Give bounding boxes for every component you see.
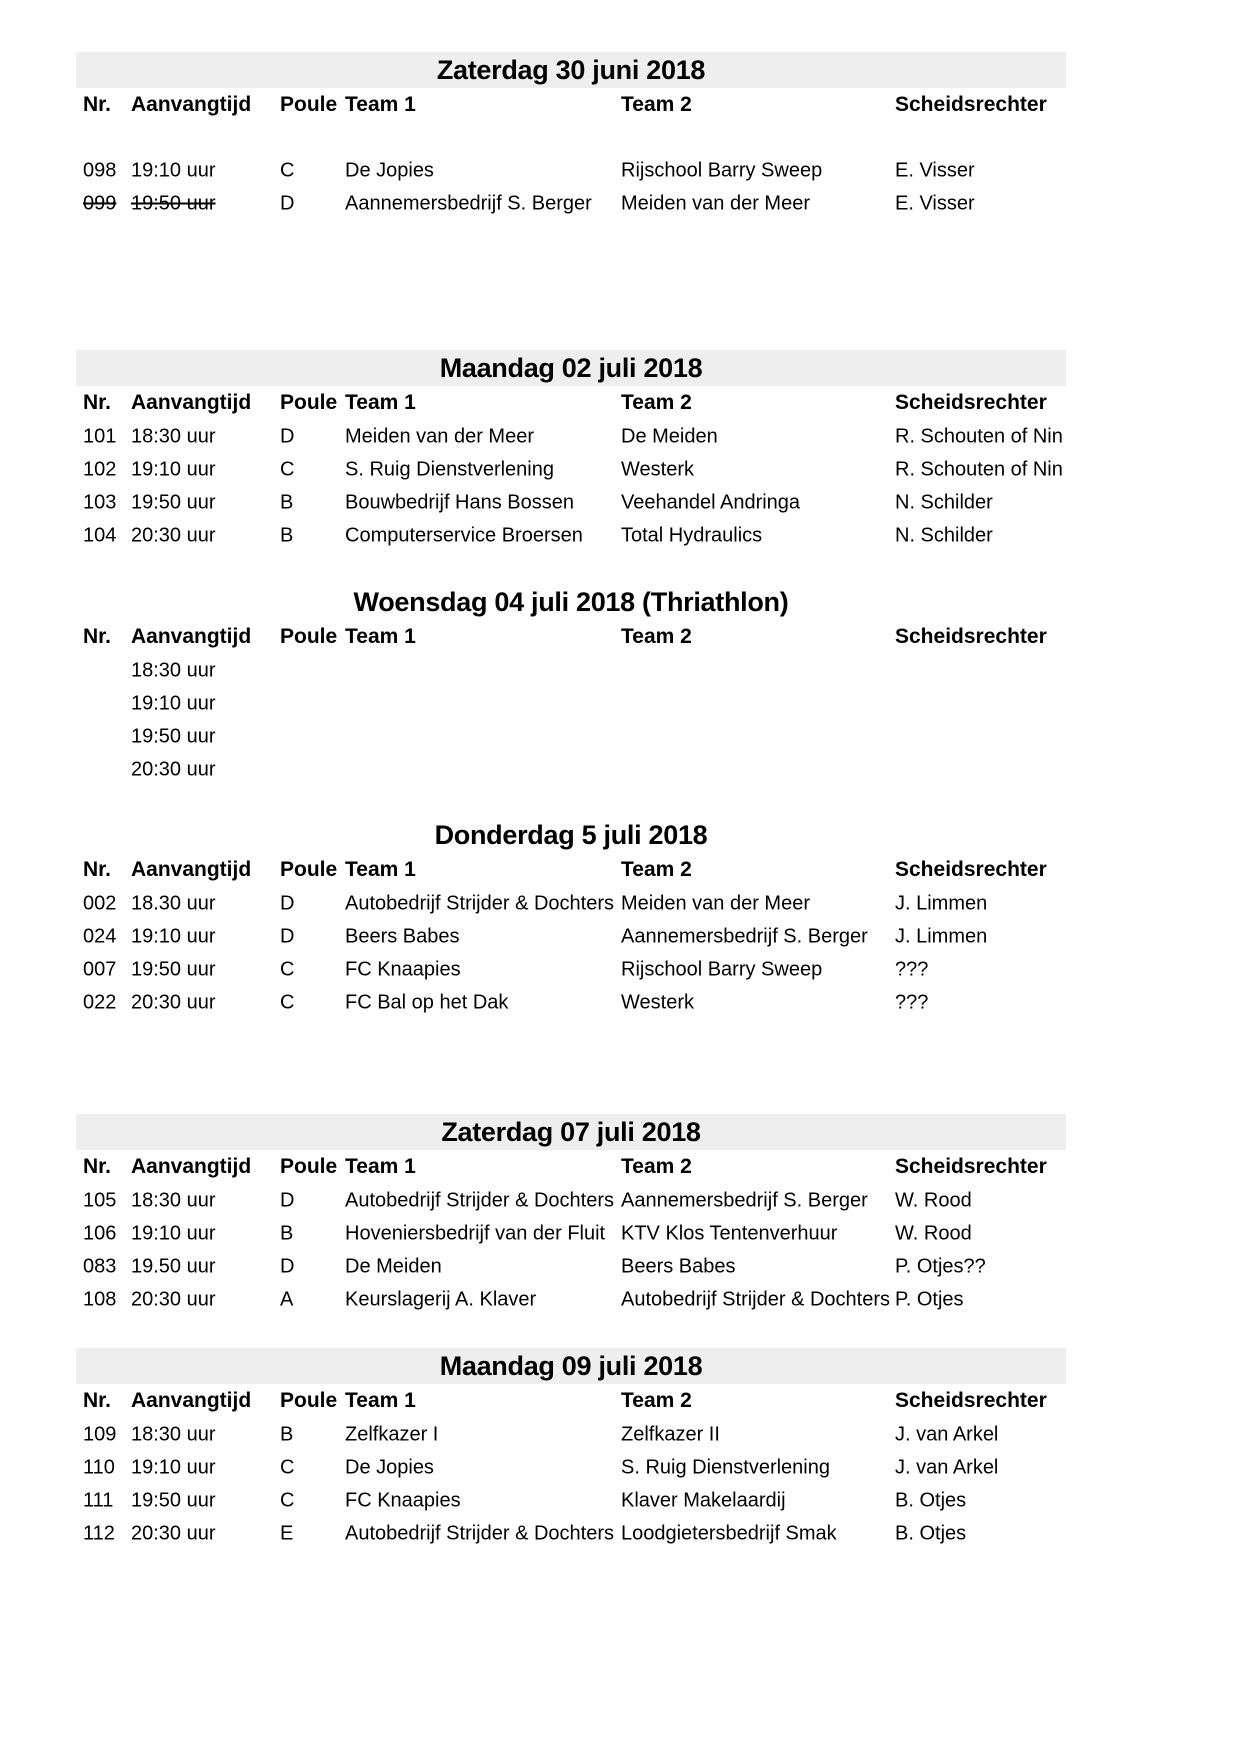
match-row <box>76 1517 1066 1550</box>
match-row <box>76 154 1066 187</box>
match-referee: J. van Arkel <box>895 1423 999 1445</box>
column-header-team1: Team 1 <box>345 858 416 881</box>
match-nr: 112 <box>83 1522 115 1544</box>
column-header-team2: Team 2 <box>621 93 692 116</box>
column-header-row <box>76 386 1066 420</box>
match-row <box>76 519 1066 552</box>
match-nr: 007 <box>83 958 117 980</box>
match-time: 18:30 uur <box>131 425 216 447</box>
column-header-poule: Poule <box>280 625 338 648</box>
column-header-poule: Poule <box>280 858 338 881</box>
match-referee: R. Schouten of Nin <box>895 458 1063 480</box>
match-row <box>76 1451 1066 1484</box>
match-row <box>76 1484 1066 1517</box>
match-row <box>76 1250 1066 1283</box>
column-header-team2: Team 2 <box>621 625 692 648</box>
match-row <box>76 920 1066 953</box>
match-poule: D <box>280 925 295 947</box>
day-section <box>76 52 1066 220</box>
match-nr: 024 <box>83 925 117 947</box>
match-row <box>76 654 1066 687</box>
match-poule: E <box>280 1522 294 1544</box>
match-poule: C <box>280 991 295 1013</box>
column-header-referee: Scheidsrechter <box>895 1155 1047 1178</box>
match-poule: D <box>280 425 295 447</box>
column-header-team2: Team 2 <box>621 391 692 414</box>
match-team2: Aannemersbedrijf S. Berger <box>621 925 868 947</box>
match-row <box>76 720 1066 753</box>
match-time: 19:50 uur <box>131 192 216 214</box>
match-poule: D <box>280 1189 295 1211</box>
day-title: Zaterdag 30 juni 2018 <box>76 52 1066 88</box>
match-time: 18:30 uur <box>131 659 216 681</box>
match-time: 20:30 uur <box>131 991 216 1013</box>
match-team2: Westerk <box>621 991 694 1013</box>
match-referee: P. Otjes?? <box>895 1255 986 1277</box>
column-header-time: Aanvangtijd <box>131 391 252 414</box>
match-row <box>76 486 1066 519</box>
column-header-nr: Nr. <box>83 1389 112 1412</box>
match-team1: Autobedrijf Strijder & Dochters <box>345 892 615 914</box>
match-row <box>76 1283 1066 1316</box>
column-header-nr: Nr. <box>83 1155 112 1178</box>
match-row <box>76 453 1066 486</box>
match-team1: Meiden van der Meer <box>345 425 534 447</box>
match-team2: Autobedrijf Strijder & Dochters <box>621 1288 891 1310</box>
match-team2: Rijschool Barry Sweep <box>621 159 823 181</box>
column-header-nr: Nr. <box>83 625 112 648</box>
match-team2: S. Ruig Dienstverlening <box>621 1456 830 1478</box>
match-team2: Zelfkazer II <box>621 1423 720 1445</box>
column-header-team1: Team 1 <box>345 93 416 116</box>
column-header-referee: Scheidsrechter <box>895 93 1047 116</box>
column-header-row <box>76 88 1066 122</box>
match-time: 20:30 uur <box>131 524 216 546</box>
match-team1: Beers Babes <box>345 925 460 947</box>
match-nr: 106 <box>83 1222 117 1244</box>
match-team2: Rijschool Barry Sweep <box>621 958 823 980</box>
match-team1: FC Bal op het Dak <box>345 991 509 1013</box>
column-header-row <box>76 1384 1066 1418</box>
match-team1: Aannemersbedrijf S. Berger <box>345 192 592 214</box>
match-nr: 105 <box>83 1189 117 1211</box>
column-header-poule: Poule <box>280 1389 338 1412</box>
match-team1: Autobedrijf Strijder & Dochters <box>345 1189 615 1211</box>
match-team1: S. Ruig Dienstverlening <box>345 458 554 480</box>
match-team2: De Meiden <box>621 425 718 447</box>
column-header-time: Aanvangtijd <box>131 1155 252 1178</box>
match-poule: C <box>280 1456 295 1478</box>
match-team1: FC Knaapies <box>345 1489 461 1511</box>
match-time: 18:30 uur <box>131 1423 216 1445</box>
match-row <box>76 953 1066 986</box>
match-referee: J. Limmen <box>895 925 988 947</box>
match-team1: De Jopies <box>345 1456 434 1478</box>
column-header-poule: Poule <box>280 93 338 116</box>
match-time: 19:10 uur <box>131 692 216 714</box>
match-nr: 022 <box>83 991 117 1013</box>
match-time: 18:30 uur <box>131 1189 216 1211</box>
day-title: Maandag 09 juli 2018 <box>76 1348 1066 1384</box>
column-header-time: Aanvangtijd <box>131 93 252 116</box>
match-team1: Keurslagerij A. Klaver <box>345 1288 537 1310</box>
match-team1: Bouwbedrijf Hans Bossen <box>345 491 575 513</box>
match-referee: E. Visser <box>895 159 975 181</box>
column-header-referee: Scheidsrechter <box>895 391 1047 414</box>
match-team2: Aannemersbedrijf S. Berger <box>621 1189 868 1211</box>
column-header-team1: Team 1 <box>345 1155 416 1178</box>
match-team2: Meiden van der Meer <box>621 192 810 214</box>
column-header-time: Aanvangtijd <box>131 625 252 648</box>
day-section <box>76 817 1066 1019</box>
match-team1: Computerservice Broersen <box>345 524 583 546</box>
match-time: 19:10 uur <box>131 1222 216 1244</box>
column-header-poule: Poule <box>280 391 338 414</box>
day-section <box>76 1348 1066 1550</box>
match-row <box>76 887 1066 920</box>
match-row <box>76 986 1066 1019</box>
column-header-row <box>76 1150 1066 1184</box>
match-poule: D <box>280 892 295 914</box>
match-team2: Klaver Makelaardij <box>621 1489 786 1511</box>
match-poule: C <box>280 458 295 480</box>
match-referee: W. Rood <box>895 1189 972 1211</box>
match-poule: B <box>280 1222 294 1244</box>
match-team2: Total Hydraulics <box>621 524 763 546</box>
match-team2: Beers Babes <box>621 1255 736 1277</box>
match-nr: 002 <box>83 892 117 914</box>
match-time: 19:50 uur <box>131 1489 216 1511</box>
match-referee: J. van Arkel <box>895 1456 999 1478</box>
match-poule: B <box>280 491 294 513</box>
match-time: 19:10 uur <box>131 159 216 181</box>
match-team2: Veehandel Andringa <box>621 491 801 513</box>
match-referee: J. Limmen <box>895 892 988 914</box>
match-poule: B <box>280 1423 294 1445</box>
match-referee: N. Schilder <box>895 491 993 513</box>
match-row <box>76 1217 1066 1250</box>
match-row <box>76 753 1066 786</box>
column-header-time: Aanvangtijd <box>131 858 252 881</box>
match-team1: Hoveniersbedrijf van der Fluit <box>345 1222 606 1244</box>
day-section <box>76 1114 1066 1316</box>
match-time: 20:30 uur <box>131 1522 216 1544</box>
match-time: 19:10 uur <box>131 925 216 947</box>
match-referee: B. Otjes <box>895 1489 967 1511</box>
match-team1: FC Knaapies <box>345 958 461 980</box>
match-referee: B. Otjes <box>895 1522 967 1544</box>
match-nr: 103 <box>83 491 117 513</box>
match-team2: Meiden van der Meer <box>621 892 810 914</box>
column-header-nr: Nr. <box>83 93 112 116</box>
match-referee: E. Visser <box>895 192 975 214</box>
match-poule: D <box>280 192 295 214</box>
match-team2: Westerk <box>621 458 694 480</box>
match-team2: KTV Klos Tentenverhuur <box>621 1222 838 1244</box>
match-time: 20:30 uur <box>131 758 216 780</box>
match-team2: Loodgietersbedrijf Smak <box>621 1522 837 1544</box>
column-header-row <box>76 853 1066 887</box>
column-header-poule: Poule <box>280 1155 338 1178</box>
match-poule: B <box>280 524 294 546</box>
match-row <box>76 687 1066 720</box>
match-poule: C <box>280 1489 295 1511</box>
match-time: 19.50 uur <box>131 1255 216 1277</box>
match-time: 19:10 uur <box>131 1456 216 1478</box>
column-header-team1: Team 1 <box>345 1389 416 1412</box>
column-header-team1: Team 1 <box>345 391 416 414</box>
match-nr: 110 <box>83 1456 115 1478</box>
match-poule: C <box>280 159 295 181</box>
match-row <box>76 1418 1066 1451</box>
column-header-nr: Nr. <box>83 858 112 881</box>
match-referee: N. Schilder <box>895 524 993 546</box>
match-row <box>76 1184 1066 1217</box>
match-team1: De Jopies <box>345 159 434 181</box>
column-header-team2: Team 2 <box>621 1389 692 1412</box>
match-team1: De Meiden <box>345 1255 442 1277</box>
column-header-time: Aanvangtijd <box>131 1389 252 1412</box>
match-team1: Zelfkazer I <box>345 1423 439 1445</box>
match-time: 19:10 uur <box>131 458 216 480</box>
column-header-row <box>76 620 1066 654</box>
match-time: 19:50 uur <box>131 725 216 747</box>
match-nr: 098 <box>83 159 117 181</box>
column-header-referee: Scheidsrechter <box>895 1389 1047 1412</box>
match-referee: ??? <box>895 958 929 980</box>
match-nr: 108 <box>83 1288 117 1310</box>
match-nr: 104 <box>83 524 117 546</box>
day-section <box>76 584 1066 786</box>
match-poule: D <box>280 1255 295 1277</box>
day-title: Maandag 02 juli 2018 <box>76 350 1066 386</box>
match-team1: Autobedrijf Strijder & Dochters <box>345 1522 615 1544</box>
column-header-team1: Team 1 <box>345 625 416 648</box>
match-nr: 109 <box>83 1423 117 1445</box>
column-header-nr: Nr. <box>83 391 112 414</box>
column-header-referee: Scheidsrechter <box>895 858 1047 881</box>
match-nr: 111 <box>83 1489 114 1511</box>
day-title: Zaterdag 07 juli 2018 <box>76 1114 1066 1150</box>
column-header-team2: Team 2 <box>621 858 692 881</box>
match-poule: A <box>280 1288 294 1310</box>
match-nr: 099 <box>83 192 117 214</box>
day-title: Woensdag 04 juli 2018 (Thriathlon) <box>353 587 789 617</box>
match-nr: 101 <box>83 425 117 447</box>
day-section <box>76 350 1066 552</box>
day-title: Donderdag 5 juli 2018 <box>434 820 708 850</box>
match-poule: C <box>280 958 295 980</box>
match-time: 18.30 uur <box>131 892 216 914</box>
match-time: 20:30 uur <box>131 1288 216 1310</box>
match-time: 19:50 uur <box>131 958 216 980</box>
match-referee: R. Schouten of Nin <box>895 425 1063 447</box>
match-row <box>76 187 1066 220</box>
match-referee: P. Otjes <box>895 1288 964 1310</box>
match-time: 19:50 uur <box>131 491 216 513</box>
column-header-referee: Scheidsrechter <box>895 625 1047 648</box>
match-nr: 102 <box>83 458 117 480</box>
match-referee: ??? <box>895 991 929 1013</box>
match-row <box>76 420 1066 453</box>
column-header-team2: Team 2 <box>621 1155 692 1178</box>
match-referee: W. Rood <box>895 1222 972 1244</box>
match-nr: 083 <box>83 1255 117 1277</box>
